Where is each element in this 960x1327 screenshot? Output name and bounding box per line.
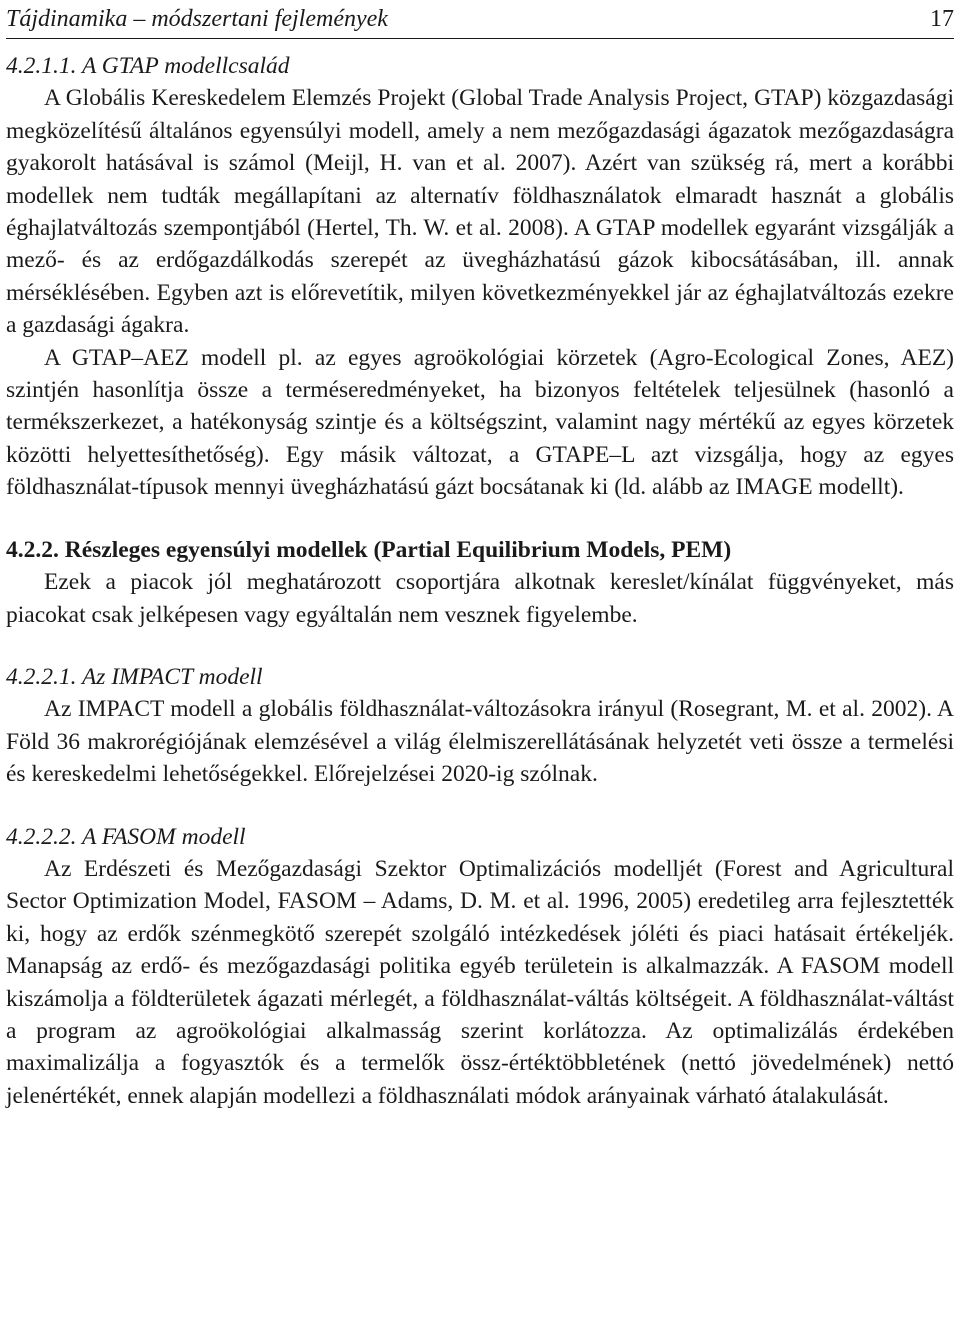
heading-fasom: 4.2.2.2. A FASOM modell bbox=[6, 823, 246, 850]
paragraph-pem-1: Ezek a piacok jól meghatározott csoportjára alkotnak kereslet/kínálat függvényeket, más piacokat csak jelképesen vagy egyáltalán nem vesznek figyelembe. bbox=[6, 569, 954, 628]
header-rule bbox=[6, 38, 954, 39]
heading-gtap: 4.2.1.1. A GTAP modellcsalád bbox=[6, 53, 290, 79]
paragraph-gtap-1: A Globális Kereskedelem Elemzés Projekt (Global Trade Analysis Project, GTAP) közgazdasági megközelítésű általános egyensúlyi modell, amely a nem mezőgazdasági ágazatok mezőgazdaságra gyakorolt hatásával is számol (Meijl, H. van et al. 2007). Azért van szükség rá, mert a korábbi modellek nem tudták megállapítani az alternatív földhasználatok elmaradt hasznát a globális éghajlatváltozás szempontjából (Hertel, Th. W. et al. 2008). A GTAP modellek egyaránt vizsgálják a mező- és az erdőgazdálkodás szerepét az üvegházhatású gázok kibocsátásában, ill. annak mérséklésében. Egyben azt is előrevetítik, milyen következményekkel jár az éghajlatváltozás ezekre a gazdasági ágakra. bbox=[6, 85, 954, 339]
paragraph-fasom-1: Az Erdészeti és Mezőgazdasági Szektor Optimalizációs modelljét (Forest and Agricultural Sector Optimization Model, FASOM – Adams, D. M. et al. 1996, 2005) eredetileg arra fejlesztették ki, hogy az erdők szénmegkötő szerepét szolgáló intézkedések jóléti és piaci hatásait értékeljék. Manapság az erdő- és mezőgazdasági politika egyéb területein is alkalmazzák. A FASOM modell kiszámolja a földterületek ágazati mérlegét, a földhasználat-váltás költségeit. A földhasználat-váltást a program az agroökológiai alkalmasság szerint korlátozza. Az optimalizálás érdekében maximalizálja a fogyasztók és a termelők össz-értéktöbbletének (nettó jövedelmének) nettó jelenértékét, ennek alapján modellezi a földhasználati módok arányainak várható átalakulását. bbox=[6, 855, 954, 1109]
running-header-title: Tájdinamika – módszertani fejlemények bbox=[6, 6, 388, 32]
page-number: 17 bbox=[930, 6, 954, 32]
heading-impact: 4.2.2.1. Az IMPACT modell bbox=[6, 663, 263, 690]
document-page bbox=[6, 0, 954, 1112]
heading-pem: 4.2.2. Részleges egyensúlyi modellek (Partial Equilibrium Models, PEM) bbox=[6, 536, 732, 563]
document-body bbox=[6, 50, 954, 1112]
paragraph-impact-1: Az IMPACT modell a globális földhasználat-változásokra irányul (Rosegrant, M. et al. 2002). A Föld 36 makrorégiójának elemzésével a világ élelmiszerellátásának helyzetét veti össze a termelési és kereskedelmi lehetőségekkel. Előrejelzései 2020-ig szólnak. bbox=[6, 696, 954, 788]
running-header bbox=[6, 4, 954, 38]
paragraph-gtap-2: A GTAP–AEZ modell pl. az egyes agroökológiai körzetek (Agro-Ecological Zones, AEZ) szintjén hasonlítja össze a terméseredményeket, ha bizonyos feltételek teljesülnek (hasonló a termékszerkezet, a hatékonyság szintje és a költségszint, valamint nagy mértékű az egyes körzetek közötti helyettesíthetőség). Egy másik változat, a GTAPE–L azt vizsgálja, hogy az egyes földhasználat-típusok mennyi üvegházhatású gázt bocsátanak ki (ld. alább az IMAGE modellt). bbox=[6, 344, 954, 501]
